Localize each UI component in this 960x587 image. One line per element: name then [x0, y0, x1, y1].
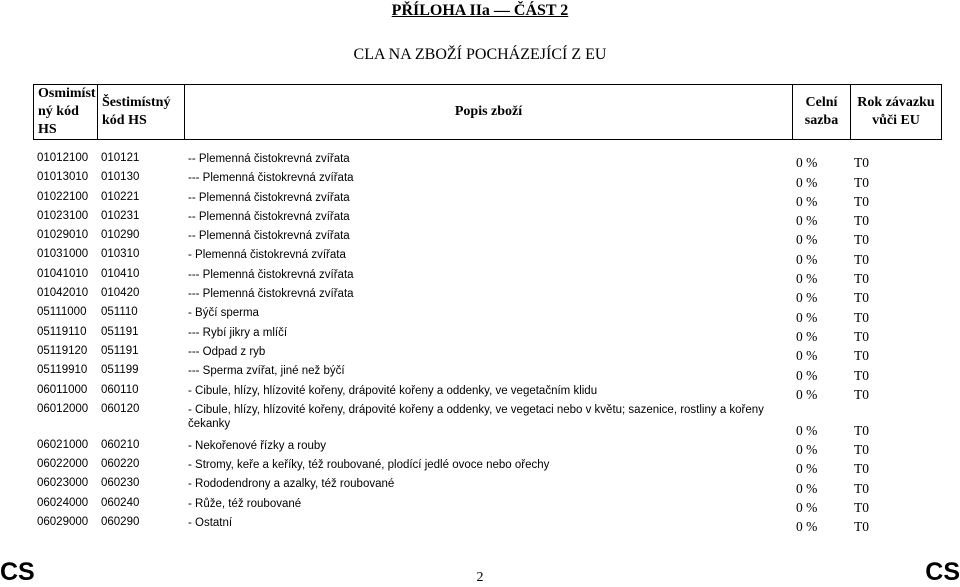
cell-year: T0	[854, 461, 869, 477]
footer-language-mark-left: CS	[0, 558, 35, 586]
cell-code6: 010221	[101, 190, 140, 203]
cell-code8: 05111000	[37, 306, 87, 319]
cell-rate: 0 %	[796, 232, 818, 248]
table-row	[33, 191, 941, 210]
cell-desc: - Plemenná čistokrevná zvířata	[188, 249, 346, 262]
cell-rate: 0 %	[796, 213, 818, 229]
cell-year: T0	[854, 386, 869, 402]
header-duty-rate: Celní sazba	[793, 85, 851, 140]
table-row	[33, 229, 941, 248]
cell-code6: 060290	[101, 516, 140, 529]
cell-code8: 01042010	[37, 287, 89, 300]
cell-desc: --- Plemenná čistokrevná zvířata	[188, 172, 354, 185]
cell-code6: 010290	[101, 229, 140, 242]
table-row	[33, 210, 941, 229]
cell-rate: 0 %	[796, 519, 818, 535]
header-code6: Šestimístný kód HS	[98, 85, 185, 140]
cell-year: T0	[854, 271, 869, 287]
cell-year: T0	[854, 480, 869, 496]
table-row	[33, 287, 941, 306]
cell-year: T0	[854, 422, 869, 438]
table-row	[33, 345, 941, 364]
footer-language-mark-right: CS	[925, 558, 960, 586]
cell-rate: 0 %	[796, 442, 818, 458]
cell-code8: 01029010	[37, 229, 89, 242]
cell-code8: 05119120	[37, 344, 88, 357]
cell-desc: --- Rybí jikry a mlíčí	[188, 326, 288, 339]
table-row	[33, 306, 941, 325]
annex-title: PŘÍLOHA IIa — ČÁST 2	[391, 2, 569, 19]
table-row	[33, 516, 941, 535]
table-row	[33, 326, 941, 345]
cell-desc: -- Plemenná čistokrevná zvířata	[188, 153, 350, 165]
cell-year: T0	[854, 367, 869, 383]
column-header-table	[33, 84, 942, 140]
header-commitment-year: Rok závazku vůči EU	[851, 85, 942, 140]
table-row	[33, 171, 941, 190]
cell-desc: -- Plemenná čistokrevná zvířata	[188, 230, 350, 243]
page-number: 2	[476, 570, 484, 585]
tariff-table	[33, 152, 941, 535]
cell-year: T0	[854, 500, 869, 516]
cell-rate: 0 %	[796, 500, 818, 516]
cell-code6: 060240	[101, 496, 140, 509]
header-row	[34, 85, 942, 140]
cell-rate: 0 %	[796, 328, 818, 344]
cell-year: T0	[854, 155, 869, 171]
cell-desc: -- Plemenná čistokrevná zvířata	[188, 210, 350, 223]
cell-rate: 0 %	[796, 271, 818, 287]
cell-year: T0	[854, 290, 869, 306]
cell-desc: --- Sperma zvířat, jiné než býčí	[188, 365, 345, 378]
table-row	[33, 439, 941, 458]
cell-code6: 010310	[101, 248, 140, 261]
cell-desc: - Cibule, hlízy, hlízovité kořeny, drápovité kořeny a oddenky, ve vegetačním klidu	[188, 384, 598, 397]
cell-desc: - Býčí sperma	[188, 307, 259, 320]
header-description: Popis zboží	[185, 85, 793, 140]
cell-code6: 060110	[101, 383, 139, 396]
cell-rate: 0 %	[796, 290, 818, 306]
header-code8: Osmimíst ný kód HS	[34, 85, 98, 140]
cell-rate: 0 %	[796, 193, 818, 209]
cell-year: T0	[854, 174, 869, 190]
cell-desc: - Růže, též roubované	[188, 497, 302, 510]
table-row	[33, 497, 941, 516]
cell-code6: 010410	[101, 267, 140, 280]
table-row	[33, 477, 941, 496]
table-row	[33, 384, 941, 403]
cell-desc: - Rododendrony a azalky, též roubované	[188, 478, 395, 491]
cell-code8: 06021000	[37, 438, 89, 451]
cell-desc: --- Plemenná čistokrevná zvířata	[188, 268, 354, 281]
cell-code8: 01012100	[37, 152, 89, 164]
cell-code8: 06029000	[37, 516, 89, 529]
cell-code8: 01023100	[37, 209, 89, 222]
cell-code6: 010231	[101, 209, 140, 222]
cell-code8: 05119110	[37, 325, 87, 338]
cell-code8: 01013010	[37, 171, 89, 184]
cell-code6: 010121	[101, 152, 140, 164]
cell-year: T0	[854, 213, 869, 229]
cell-code6: 051191	[101, 325, 139, 338]
cell-code8: 01031000	[37, 248, 89, 261]
cell-year: T0	[854, 519, 869, 535]
cell-year: T0	[854, 193, 869, 209]
cell-year: T0	[854, 442, 869, 458]
cell-code6: 060220	[101, 458, 140, 471]
cell-code6: 010130	[101, 171, 140, 184]
cell-code6: 060120	[101, 402, 140, 415]
table-row	[33, 458, 941, 477]
cell-code8: 06012000	[37, 402, 89, 415]
cell-code8: 05119910	[37, 364, 88, 377]
cell-desc: --- Plemenná čistokrevná zvířata	[188, 288, 354, 301]
cell-code8: 01041010	[37, 267, 89, 280]
cell-rate: 0 %	[796, 155, 818, 171]
cell-rate: 0 %	[796, 348, 818, 364]
cell-desc: - Ostatní	[188, 517, 233, 530]
cell-code8: 06022000	[37, 458, 89, 471]
cell-code8: 06023000	[37, 477, 89, 490]
cell-year: T0	[854, 232, 869, 248]
cell-code6: 051110	[101, 306, 138, 319]
cell-code6: 060230	[101, 477, 140, 490]
cell-rate: 0 %	[796, 422, 818, 438]
table-row	[33, 403, 941, 439]
cell-code8: 01022100	[37, 190, 89, 203]
cell-code6: 051191	[101, 344, 139, 357]
cell-rate: 0 %	[796, 386, 818, 402]
cell-rate: 0 %	[796, 367, 818, 383]
cell-rate: 0 %	[796, 251, 818, 267]
table-row	[33, 248, 941, 267]
table-row	[33, 268, 941, 287]
cell-rate: 0 %	[796, 174, 818, 190]
cell-desc: -- Plemenná čistokrevná zvířata	[188, 191, 350, 204]
cell-desc: --- Odpad z ryb	[188, 345, 266, 358]
cell-year: T0	[854, 309, 869, 325]
table-row	[33, 152, 941, 171]
document-subtitle: CLA NA ZBOŽÍ POCHÁZEJÍCÍ Z EU	[353, 46, 607, 63]
cell-year: T0	[854, 328, 869, 344]
cell-rate: 0 %	[796, 309, 818, 325]
cell-desc: - Cibule, hlízy, hlízovité kořeny, drápovité kořeny a oddenky, ve vegetaci nebo v květu; sazenice, rostliny a kořeny čekanky	[188, 403, 764, 430]
cell-code6: 051199	[101, 364, 139, 377]
cell-code6: 060210	[101, 438, 140, 451]
cell-code6: 010420	[101, 287, 140, 300]
cell-year: T0	[854, 348, 869, 364]
cell-desc: - Stromy, keře a keříky, též roubované, plodící jedlé ovoce nebo ořechy	[188, 459, 550, 472]
cell-rate: 0 %	[796, 461, 818, 477]
cell-code8: 06011000	[37, 383, 88, 396]
cell-code8: 06024000	[37, 496, 89, 509]
cell-year: T0	[854, 251, 869, 267]
cell-rate: 0 %	[796, 480, 818, 496]
cell-desc: - Nekořenové řízky a rouby	[188, 439, 327, 452]
table-row	[33, 364, 941, 383]
